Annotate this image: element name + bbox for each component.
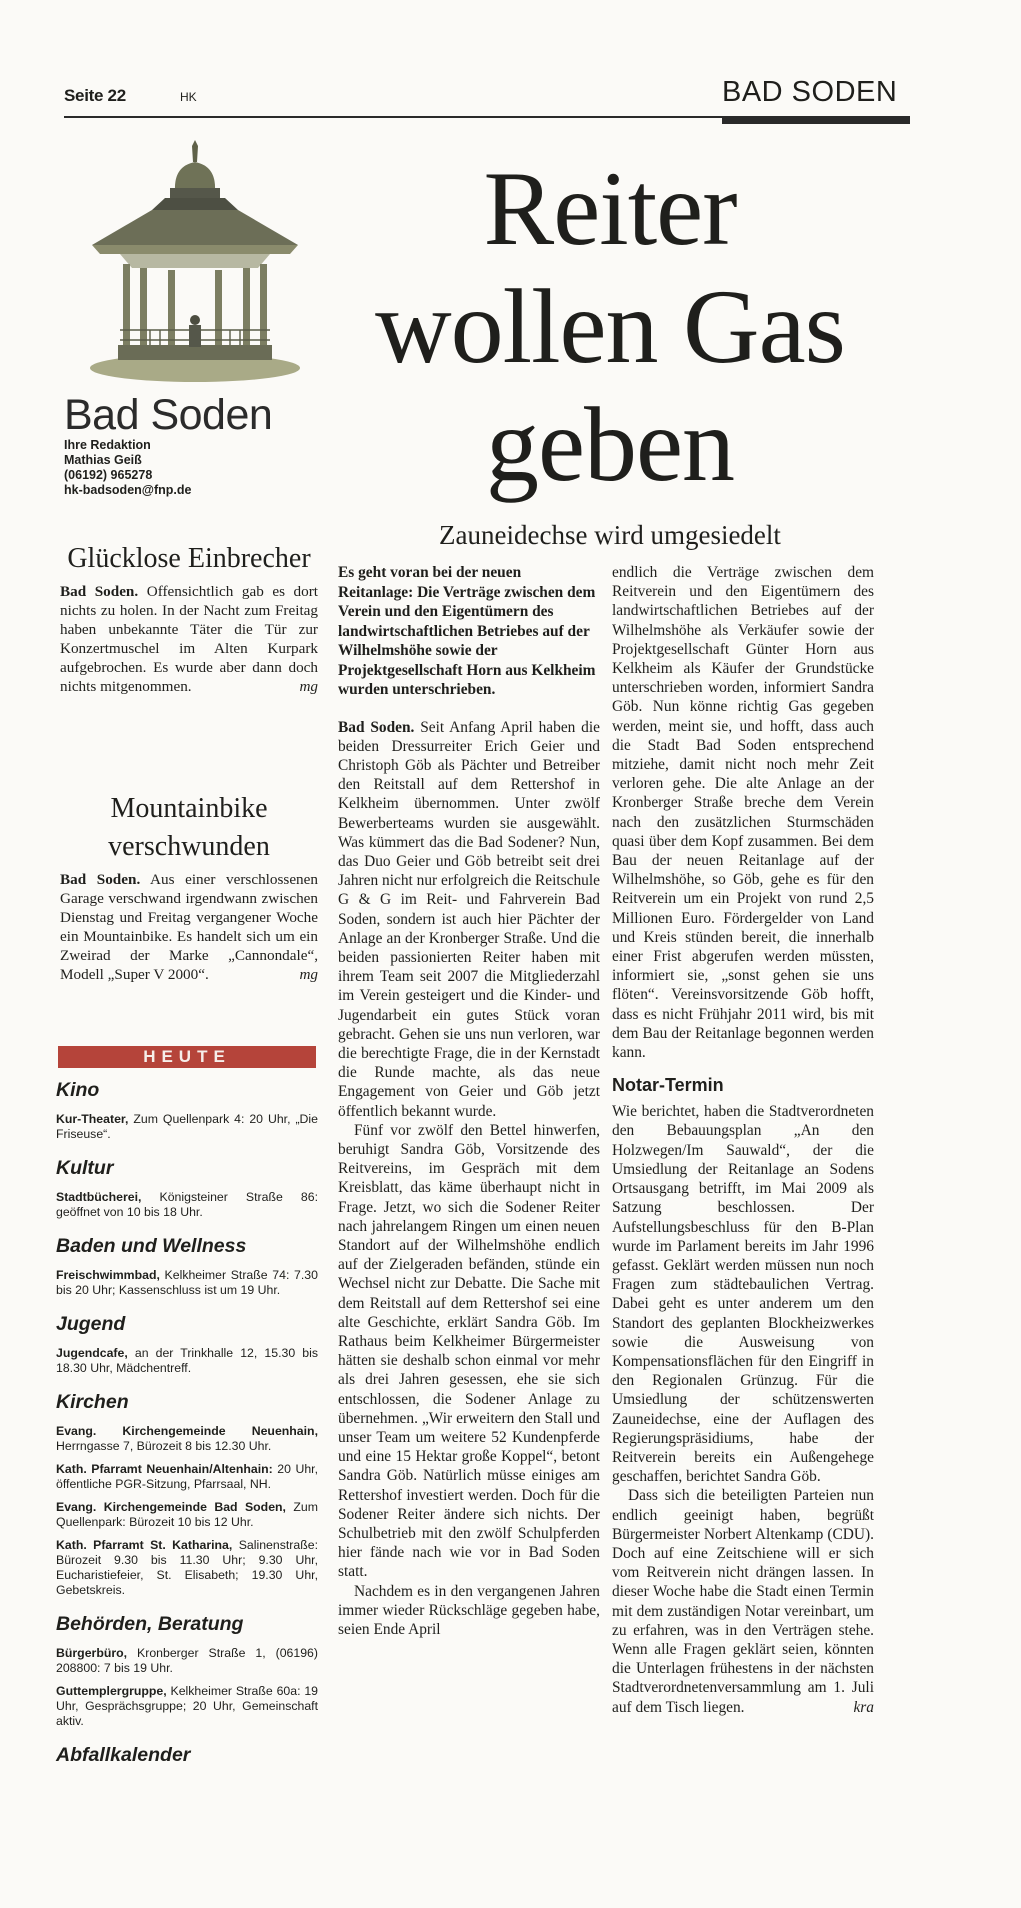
heute-banner: HEUTE — [58, 1046, 316, 1068]
listing-entry — [56, 1346, 318, 1376]
listing-category-title: Jugend — [56, 1313, 126, 1335]
masthead-title: Bad Soden — [64, 391, 273, 439]
listing-category-title: Baden und Wellness — [56, 1235, 247, 1257]
editor-name: Mathias Geiß — [64, 453, 142, 467]
article-paragraph: Fünf vor zwölf den Bettel hinwerfen, beruhigt Sandra Göb, Vorsitzende des Reitvereins, im Gespräch mit dem Kreisblatt, das käme überhaupt nicht in Frage. Jetzt, wo sich die Sodener Reiter nach jahrelangem Ringen um einen neuen Standort auf der Wilhelmshöhe endlich auf der Zielgeraden befänden, stünde ein Wechsel nicht zur Debatte. Die Sache mit dem Reitstall auf dem Rettershof sei eine alte Geschichte, erklärt Sandra Göb. Im Rathaus beim Kelkheimer Bürgermeister hätten sie deshalb schon einmal vor mehr als drei Jahren gesessen, ehe sie sich entschlossen, die Sodener Anlage zu übernehmen. „Wir erweitern den Stall und unser Team um weitere 52 Kundenpferde und eine 15 Hektar große Koppel“, betont Sandra Göb. Natürlich müsse einiges am Rettershof investiert werden. Doch für die Sodener Reiter ändere sich nichts. Der Schulbetrieb mit den zwölf Schulpferden hier fände nach wie vor in Bad Soden statt. — [338, 1121, 600, 1581]
listing-entry-text: Zum Quellenpark: Bürozeit 10 bis 12 Uhr. — [56, 1500, 318, 1529]
masthead — [64, 392, 272, 498]
article-paragraph-text: Dass sich die beteiligten Parteien nun endlich geeinigt haben, begrüßt Bürgermeister Norbert Altenkamp (CDU). Doch auf eine Zeitschiene will er sich vom Reitverein nicht drängen lassen. In dieser Woche habe die Stadt einen Termin mit dem zuständigen Notar vereinbart, um zu erfahren, was in den Verträgen stehe. Wenn alle Fragen geklärt seien, könnten die Unterlagen frühestens in der nächsten Stadtverordnetenversammlung am 1. Juli auf dem Tisch liegen. — [612, 1487, 874, 1716]
brief-text: Offensichtlich gab es dort nichts zu holen. In der Nacht zum Freitag haben unbekannte Täter die Tür zur Konzertmuschel im Alten Kurpark aufgebrochen. Es wurde aber dann doch nichts mitgenommen. — [60, 583, 318, 695]
brief-article — [60, 790, 318, 984]
listing-category — [56, 1234, 318, 1298]
listing-entry-text: Herrngasse 7, Bürozeit 8 bis 12.30 Uhr. — [56, 1439, 272, 1453]
brief-headline: Glücklose Einbrecher — [67, 543, 311, 574]
article-headline: Reiter wollen Gas geben — [375, 150, 845, 503]
listing-entry-name: Kath. Pfarramt St. Katharina, — [56, 1538, 233, 1552]
listing-entry — [56, 1684, 318, 1729]
page-number: Seite 22 — [64, 86, 126, 105]
listing-entry — [56, 1462, 318, 1492]
article-paragraph — [612, 1486, 874, 1716]
article-author: kra — [853, 1698, 874, 1716]
article-column-2 — [612, 563, 874, 1717]
listing-category-title: Kultur — [56, 1157, 114, 1179]
listing-category-title: Kino — [56, 1079, 100, 1101]
listing-entry-text: Kronberger Straße 1, (06196) 208800: 7 bis 19 Uhr. — [56, 1646, 318, 1675]
brief-author: mg — [299, 678, 318, 695]
listing-entry — [56, 1500, 318, 1530]
listing-category — [56, 1312, 318, 1376]
editor-phone: (06192) 965278 — [64, 468, 153, 482]
listing-category — [56, 1390, 318, 1598]
brief-article — [60, 540, 318, 696]
listing-entry-text: 20 Uhr, öffentliche PGR-Sitzung, Pfarrsaal, NH. — [56, 1462, 318, 1491]
listing-entry-text: Salinenstraße: Bürozeit 9.30 bis 11.30 Uhr; 9.30 Uhr, Eucharistiefeier, St. Elisabeth; 19.30 Uhr, Gebetskreis. — [56, 1538, 318, 1597]
listing-category — [56, 1156, 318, 1220]
listing-entry — [56, 1538, 318, 1598]
article-paragraph: Wie berichtet, haben die Stadtverordneten den Bebauungsplan „An den Holzwegen/Im Sauwald“, der die Umsiedlung der Reitanlage an Sodens Ortsausgang betrifft, im Mai 2009 als Satzung beschlossen. Der Aufstellungsbeschluss für den B-Plan wurde im Parlament bereits im Jahr 1996 gefasst. Geklärt werden müssen nun noch Fragen zum städtebaulichen Vertrag. Dabei geht es unter anderem um den Standort des geplanten Blockheizwerkes sowie die Ausweisung von Kompensationsflächen für den Eingriff in den Regionalen Grünzug. Für die Umsiedlung der schützenswerten Zauneidechse, eine der Auflagen des Regierungspräsidiums, habe der Reitverein bereits ein Außengehege geschaffen, berichtet Sandra Göb. — [612, 1103, 874, 1486]
listing-entry-name: Kur-Theater, — [56, 1112, 129, 1126]
listing-entry-name: Jugendcafe, — [56, 1346, 128, 1360]
listing-entry-name: Evang. Kirchengemeinde Neuenhain, — [56, 1424, 318, 1438]
editor-label: Ihre Redaktion — [64, 438, 151, 452]
listing-entry-name: Guttemplergruppe, — [56, 1684, 167, 1698]
listing-entry-name: Stadtbücherei, — [56, 1190, 142, 1204]
article-paragraph: Nachdem es in den vergangenen Jahren immer wieder Rückschläge gegeben habe, seien Ende April — [338, 1582, 600, 1639]
listing-entry-name: Kath. Pfarramt Neuenhain/Altenhain: — [56, 1462, 273, 1476]
editor-email[interactable]: hk-badsoden@fnp.de — [64, 483, 192, 497]
brief-headline: Mountainbike verschwunden — [108, 793, 270, 862]
article-dateline: Bad Soden. — [338, 718, 415, 736]
listing-category-title: Behörden, Beratung — [56, 1613, 244, 1635]
listing-entry-text: Kelkheimer Straße 60a: 19 Uhr, Gesprächsgruppe; 20 Uhr, Gemeinschaft aktiv. — [56, 1684, 318, 1728]
paper-code: HK — [180, 90, 197, 104]
listing-category-title: Kirchen — [56, 1391, 129, 1413]
listing-entry-text: Zum Quellenpark 4: 20 Uhr, „Die Friseuse“. — [56, 1112, 318, 1141]
heute-listings — [56, 1078, 318, 1781]
pavilion-illustration-icon — [80, 140, 310, 385]
section-name: BAD SODEN — [722, 76, 898, 108]
brief-author: mg — [299, 966, 318, 983]
article-section-heading: Notar-Termin — [612, 1075, 724, 1096]
listing-entry — [56, 1268, 318, 1298]
brief-body — [60, 582, 318, 696]
listing-entry-text: Kelkheimer Straße 74: 7.30 bis 20 Uhr; Kassenschluss ist um 19 Uhr. — [56, 1268, 318, 1297]
article-subheadline: Zauneidechse wird umgesiedelt — [439, 520, 781, 550]
listing-category — [56, 1743, 318, 1767]
listing-entry-text: Königsteiner Straße 86: geöffnet von 10 bis 18 Uhr. — [56, 1190, 318, 1219]
listing-category — [56, 1612, 318, 1729]
listing-category — [56, 1078, 318, 1142]
listing-entry — [56, 1190, 318, 1220]
listing-entry — [56, 1646, 318, 1676]
brief-body — [60, 870, 318, 984]
listing-entry-text: an der Trinkhalle 12, 15.30 bis 18.30 Uhr, Mädchentreff. — [56, 1346, 318, 1375]
brief-dateline: Bad Soden. — [60, 871, 141, 888]
article-column-1 — [338, 563, 600, 1639]
listing-entry-name: Evang. Kirchengemeinde Bad Soden, — [56, 1500, 286, 1514]
brief-text: Aus einer verschlossenen Garage verschwand irgendwann zwischen Dienstag und Freitag vergangener Woche ein Mountainbike. Es handelt sich um ein Zweirad der Marke „Cannondale“, Modell „Super V 2000“. — [60, 871, 318, 983]
article-lead: Es geht voran bei der neuen Reitanlage: Die Verträge zwischen dem Verein und den Eigentümern des landwirtschaftlichen Betriebes auf der Wilhelmshöhe sowie der Projektgesellschaft Horn aus Kelkheim wurden unterschrieben. — [338, 564, 596, 698]
article-paragraph: endlich die Verträge zwischen dem Reitverein und den Eigentümern des landwirtschaftlichen Betriebes auf der Wilhelmshöhe als Verkäufer sowie der Projektgesellschaft Günter Horn aus Kelkheim als Käufer der Grundstücke unterschrieben worden, informiert Sandra Göb. Nun könne richtig Gas gegeben werden, meint sie, und hofft, dass auch die Stadt Bad Soden entsprechend mitziehe, damit nicht noch mehr Zeit verloren gehe. Die alte Anlage an der Kronberger Straße breche dem Verein nach den zusätzlichen Sturmschäden quasi über dem Kopf zusammen. Bei dem Bau der neuen Reitanlage auf der Wilhelmshöhe, so Göb, gehe es für den Reitverein um ein Projekt von rund 2,5 Millionen Euro. Fördergelder von Land und Kreis stünden bereit, die innerhalb einer Frist abgerufen werden müssten, informiert sie, „sonst gehen sie uns flöten“. Vereinsvorsitzende Göb hofft, dass es nicht Frühjahr 2011 wird, bis mit dem Bau der Reitanlage begonnen werden kann. — [612, 564, 874, 1062]
listing-entry-name: Freischwimmbad, — [56, 1268, 160, 1282]
header-bar — [722, 116, 910, 124]
article-paragraph-text: Seit Anfang April haben die beiden Dressurreiter Erich Geier und Christoph Göb als Pächter und Betreiber den Reitstall auf dem Rettershof in Kelkheim übernommen. Unter zwölf Bewerberteams wurden sie ausgewählt. Was kümmert das die Bad Sodener? Nun, das Duo Geier und Göb betreibt seit drei Jahren nicht nur erfolgreich die Reitschule G & G im Reit- und Fahrverein Bad Soden, sondern ist auch hier Pächter der Anlage an der Kronberger Straße. Und die beiden passionierten Reiter haben mit ihrem Team seit 2007 die Mitgliederzahl im Verein gesteigert und die Kinder- und Jugendarbeit ein gutes Stück voran gebracht. Gehen sie uns nun verloren, war die berechtigte Frage, die in der Kernstadt die Runde machte, als das neue Engagement von Geier und Göb jetzt öffentlich bekannt wurde. — [338, 718, 600, 1120]
listing-category-title: Abfallkalender — [56, 1744, 191, 1766]
article-paragraph — [338, 718, 600, 1121]
listing-entry-name: Bürgerbüro, — [56, 1646, 128, 1660]
brief-dateline: Bad Soden. — [60, 583, 139, 600]
page-header — [64, 76, 910, 124]
listing-entry — [56, 1424, 318, 1454]
listing-entry — [56, 1112, 318, 1142]
